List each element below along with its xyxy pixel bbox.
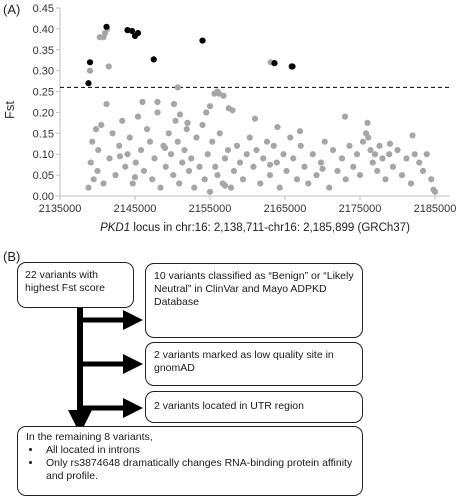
grey-point <box>154 109 160 115</box>
grey-point <box>346 143 352 149</box>
y-tick-label: 0.00 <box>32 191 54 203</box>
fst-scatter-chart <box>0 0 459 222</box>
grey-point <box>135 114 141 120</box>
grey-point <box>364 120 370 126</box>
grey-point <box>177 111 183 117</box>
grey-point <box>132 174 138 180</box>
grey-point <box>403 155 409 161</box>
grey-point <box>322 139 328 145</box>
y-tick-label: 0.35 <box>32 44 54 57</box>
highest-fst-text: 22 variants with highest Fst score <box>25 269 105 294</box>
grey-point <box>257 180 263 186</box>
grey-point <box>305 180 311 186</box>
utr-variants-box <box>145 391 363 423</box>
black-point <box>271 60 277 66</box>
grey-point <box>428 176 434 182</box>
grey-point <box>387 141 393 147</box>
grey-point <box>247 134 253 140</box>
low-quality-box <box>145 342 363 386</box>
grey-point <box>98 122 104 128</box>
grey-point <box>424 151 430 157</box>
grey-point <box>267 162 273 168</box>
grey-point <box>297 128 303 134</box>
grey-point <box>274 159 280 165</box>
grey-point <box>271 143 277 149</box>
grey-point <box>193 134 199 140</box>
y-tick-label: 0.40 <box>32 23 54 36</box>
black-point <box>85 80 91 86</box>
grey-point <box>360 139 366 145</box>
grey-point <box>330 147 336 153</box>
grey-point <box>357 172 363 178</box>
highest-fst-box <box>17 262 134 308</box>
grey-point <box>181 147 187 153</box>
remaining-variants-box <box>17 426 363 496</box>
x-tick-label: 2165000 <box>263 203 307 215</box>
grey-point <box>220 93 226 99</box>
grey-point <box>154 99 160 105</box>
x-tick-label: 2175000 <box>338 203 382 215</box>
grey-point <box>199 122 205 128</box>
remaining-item: • Only rs3874648 dramatically changes RNA-binding protein affinity and profile. <box>42 457 354 483</box>
grey-point <box>186 168 192 174</box>
grey-point <box>234 143 240 149</box>
grey-point <box>244 151 250 157</box>
black-points <box>85 24 295 87</box>
x-axis-label-rest: locus in chr:16: 2,138,711-chr16: 2,185,899 (GRCh37) <box>130 222 410 234</box>
black-point <box>87 59 93 65</box>
grey-point <box>116 143 122 149</box>
grey-point <box>176 180 182 186</box>
grey-point <box>283 168 289 174</box>
grey-point <box>318 159 324 165</box>
remaining-list <box>26 444 354 483</box>
grey-point <box>253 147 259 153</box>
grey-point <box>163 164 169 170</box>
grey-point <box>277 185 283 191</box>
grey-point <box>240 176 246 182</box>
grey-point <box>207 103 213 109</box>
panel-a-label: (A) <box>3 2 21 17</box>
benign-variants-text: 10 variants classified as “Benign” or “Likely Neutral” in ClinVar and Mayo ADPKD Database <box>154 270 354 308</box>
grey-point <box>376 143 382 149</box>
grey-point <box>342 114 348 120</box>
grey-point <box>93 126 99 132</box>
grey-point <box>196 164 202 170</box>
grey-point <box>157 185 163 191</box>
grey-point <box>149 176 155 182</box>
black-point <box>289 63 295 69</box>
grey-point <box>372 151 378 157</box>
y-tick-label: 0.10 <box>32 149 54 162</box>
grey-point <box>172 118 178 124</box>
y-tick-label: 0.45 <box>32 3 54 15</box>
grey-point <box>386 151 392 157</box>
grey-point <box>264 139 270 145</box>
grey-point <box>170 172 176 178</box>
grey-point <box>112 172 118 178</box>
grey-point <box>267 172 273 178</box>
grey-point <box>287 134 293 140</box>
grey-point <box>412 151 418 157</box>
grey-point <box>354 151 360 157</box>
black-point <box>135 30 141 36</box>
grey-point <box>106 155 112 161</box>
grey-point <box>231 168 237 174</box>
grey-point <box>260 155 266 161</box>
grey-point <box>319 166 325 172</box>
grey-point <box>127 134 133 140</box>
black-point <box>103 24 109 30</box>
utr-variants-text: 2 variants located in UTR region <box>154 400 304 412</box>
grey-point <box>313 172 319 178</box>
grey-point <box>109 130 115 136</box>
grey-point <box>350 164 356 170</box>
grey-point <box>228 185 234 191</box>
grey-point <box>209 139 215 145</box>
black-point <box>151 56 157 62</box>
grey-point <box>188 155 194 161</box>
grey-point <box>100 180 106 186</box>
grey-point <box>280 151 286 157</box>
grey-point <box>94 168 100 174</box>
grey-point <box>222 155 228 161</box>
grey-point <box>310 151 316 157</box>
grey-point <box>229 107 235 113</box>
grey-point <box>222 182 228 188</box>
y-tick-label: 0.05 <box>32 170 54 183</box>
y-axis-label: Fst <box>2 100 17 120</box>
grey-point <box>191 185 197 191</box>
grey-point <box>130 180 136 186</box>
grey-point <box>147 139 153 145</box>
grey-point <box>374 168 380 174</box>
grey-point <box>217 130 223 136</box>
grey-point <box>89 139 95 145</box>
grey-point <box>119 118 125 124</box>
grey-point <box>252 116 258 122</box>
x-tick-label: 2155000 <box>188 203 232 215</box>
benign-variants-box <box>145 263 363 338</box>
grey-point <box>122 164 128 170</box>
grey-point <box>416 159 422 165</box>
grey-point <box>207 189 213 195</box>
grey-point <box>184 120 190 126</box>
grey-point <box>106 63 112 69</box>
low-quality-text: 2 variants marked as low quality site in gnomAD <box>154 349 334 374</box>
grey-point <box>365 134 371 140</box>
grey-point <box>103 101 109 107</box>
panel-b-label: (B) <box>3 249 21 264</box>
grey-point <box>202 176 208 182</box>
grey-point <box>203 109 209 115</box>
remaining-intro: In the remaining 8 variants, <box>26 431 153 443</box>
grey-point <box>102 30 108 36</box>
grey-point <box>225 147 231 153</box>
y-tick-label: 0.25 <box>32 86 54 99</box>
grey-point <box>124 151 130 157</box>
grey-point <box>85 185 91 191</box>
x-axis-label-gene: PKD1 <box>100 222 131 234</box>
grey-point <box>179 159 185 165</box>
grey-point <box>394 147 400 153</box>
grey-point <box>250 164 256 170</box>
black-point <box>199 37 205 43</box>
y-axis <box>33 3 60 203</box>
grey-point <box>117 153 123 159</box>
grey-point <box>399 172 405 178</box>
x-tick-label: 2145000 <box>113 203 157 215</box>
grey-point <box>430 187 436 193</box>
grey-point <box>144 126 150 132</box>
grey-point <box>390 164 396 170</box>
grey-points <box>85 26 438 195</box>
grey-point <box>237 159 243 165</box>
grey-point <box>294 176 300 182</box>
grey-point <box>91 176 97 182</box>
grey-point <box>214 172 220 178</box>
grey-point <box>205 151 211 157</box>
grey-point <box>382 176 388 182</box>
grey-point <box>301 164 307 170</box>
grey-point <box>298 143 304 149</box>
grey-point <box>175 84 181 90</box>
grey-point <box>138 147 144 153</box>
grey-point <box>334 168 340 174</box>
grey-point <box>370 159 376 165</box>
grey-point <box>212 164 218 170</box>
grey-point <box>151 155 157 161</box>
grey-point <box>168 151 174 157</box>
grey-point <box>343 176 349 182</box>
grey-point <box>175 139 181 145</box>
x-axis-label <box>60 222 450 234</box>
grey-point <box>162 145 168 151</box>
grey-point <box>166 130 172 136</box>
grey-point <box>408 180 414 186</box>
y-tick-label: 0.30 <box>32 65 54 78</box>
grey-point <box>379 155 385 161</box>
y-tick-label: 0.20 <box>32 107 54 120</box>
y-tick-label: 0.15 <box>32 128 54 141</box>
grey-point <box>274 124 280 130</box>
grey-point <box>133 159 139 165</box>
x-axis <box>39 196 457 215</box>
grey-point <box>339 155 345 161</box>
grey-point <box>184 126 190 132</box>
grey-point <box>88 159 94 165</box>
grey-point <box>139 99 145 105</box>
grey-point <box>87 68 93 74</box>
grey-point <box>290 155 296 161</box>
grey-point <box>95 147 101 153</box>
x-tick-label: 2135000 <box>38 203 82 215</box>
x-tick-label: 2185000 <box>413 203 457 215</box>
grey-point <box>326 185 332 191</box>
grey-point <box>420 168 426 174</box>
remaining-item: • All located in introns <box>42 444 354 457</box>
grey-point <box>171 101 177 107</box>
grey-point <box>141 168 147 174</box>
grey-point <box>409 132 415 138</box>
